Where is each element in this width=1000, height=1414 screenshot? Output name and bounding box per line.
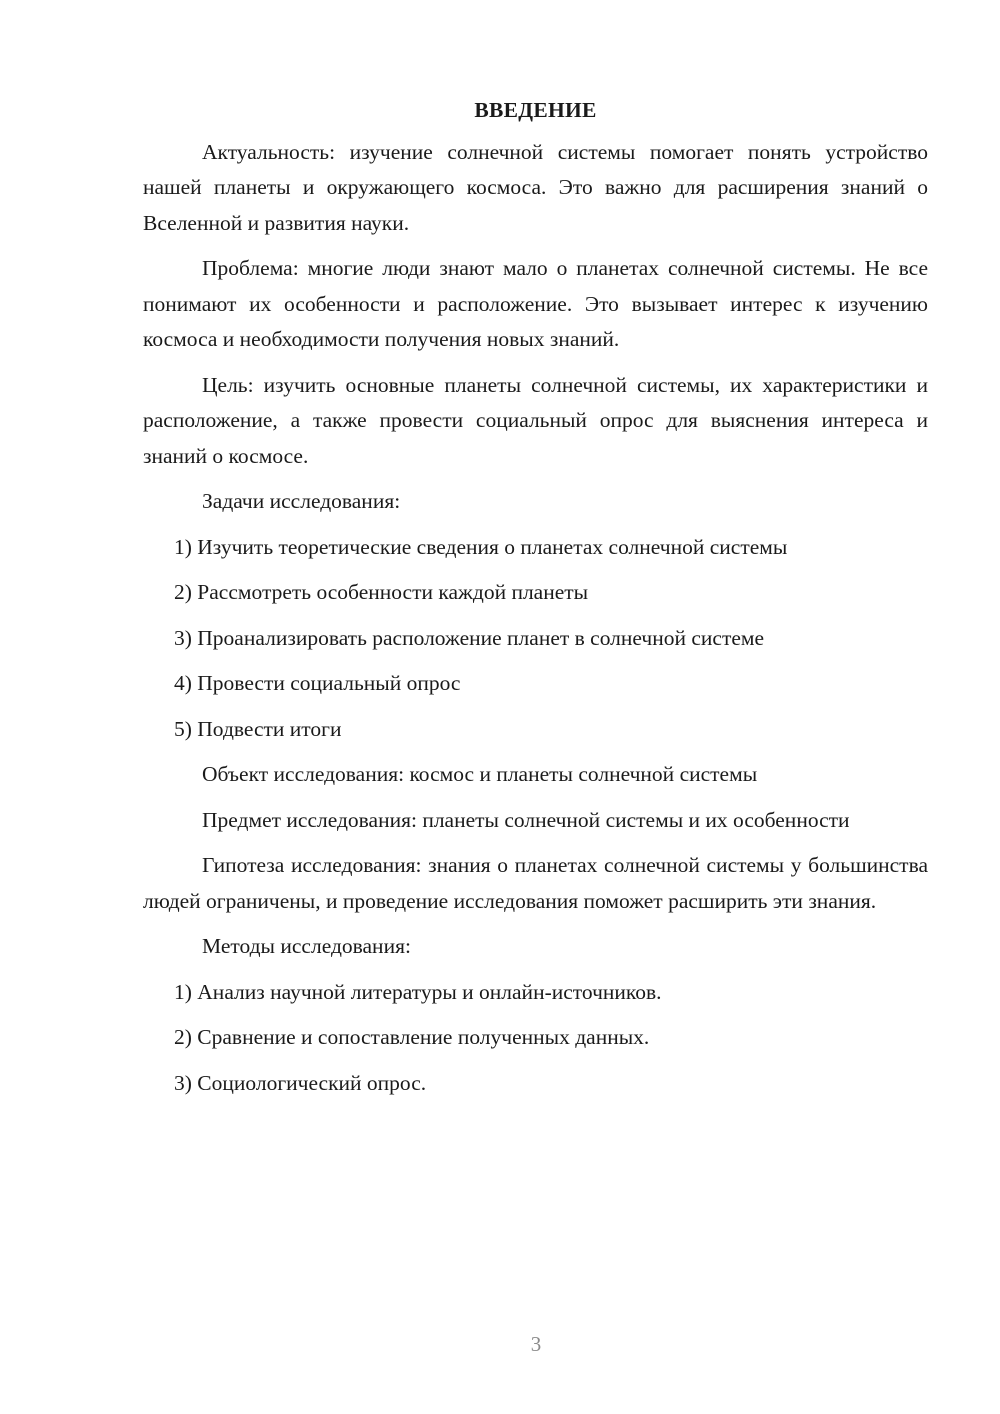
methods-heading: Методы исследования:	[202, 934, 411, 958]
problem-paragraph: Проблема: многие люди знают мало о планетах солнечной системы. Не все понимают их особенности и расположение. Это вызывает интерес к изучению космоса и необходимости получения новых знаний.	[143, 256, 928, 351]
task-item: 5) Подвести итоги	[174, 716, 342, 741]
task-item: 3) Проанализировать расположение планет в солнечной системе	[174, 625, 765, 650]
method-item: 2) Сравнение и сопоставление полученных данных.	[174, 1025, 650, 1049]
method-item: 3) Социологический опрос.	[174, 1070, 427, 1095]
object-paragraph: Объект исследования: космос и планеты солнечной системы	[202, 762, 758, 786]
task-item: 1) Изучить теоретические сведения о планетах солнечной системы	[174, 534, 788, 559]
subject-paragraph: Предмет исследования: планеты солнечной системы и их особенности	[202, 807, 850, 832]
tasks-list	[143, 530, 928, 748]
goal-paragraph: Цель: изучить основные планеты солнечной системы, их характеристики и расположение, а также провести социальный опрос для выяснения интереса и знаний о космосе.	[143, 372, 928, 468]
task-item: 2) Рассмотреть особенности каждой планеты	[174, 580, 589, 604]
hypothesis-paragraph: Гипотеза исследования: знания о планетах солнечной системы у большинства людей ограничены, и проведение исследования поможет расширить эти знания.	[143, 853, 928, 913]
relevance-paragraph: Актуальность: изучение солнечной системы помогает понять устройство нашей планеты и окружающего космоса. Это важно для расширения знаний о Вселенной и развития науки.	[143, 139, 928, 235]
task-item: 4) Провести социальный опрос	[174, 671, 461, 695]
method-item: 1) Анализ научной литературы и онлайн-источников.	[174, 979, 662, 1004]
tasks-heading: Задачи исследования:	[202, 489, 401, 513]
page-content	[143, 93, 928, 1111]
section-title: ВВЕДЕНИЕ	[474, 98, 597, 122]
page-number: 3	[530, 1332, 542, 1356]
methods-list	[143, 975, 928, 1102]
